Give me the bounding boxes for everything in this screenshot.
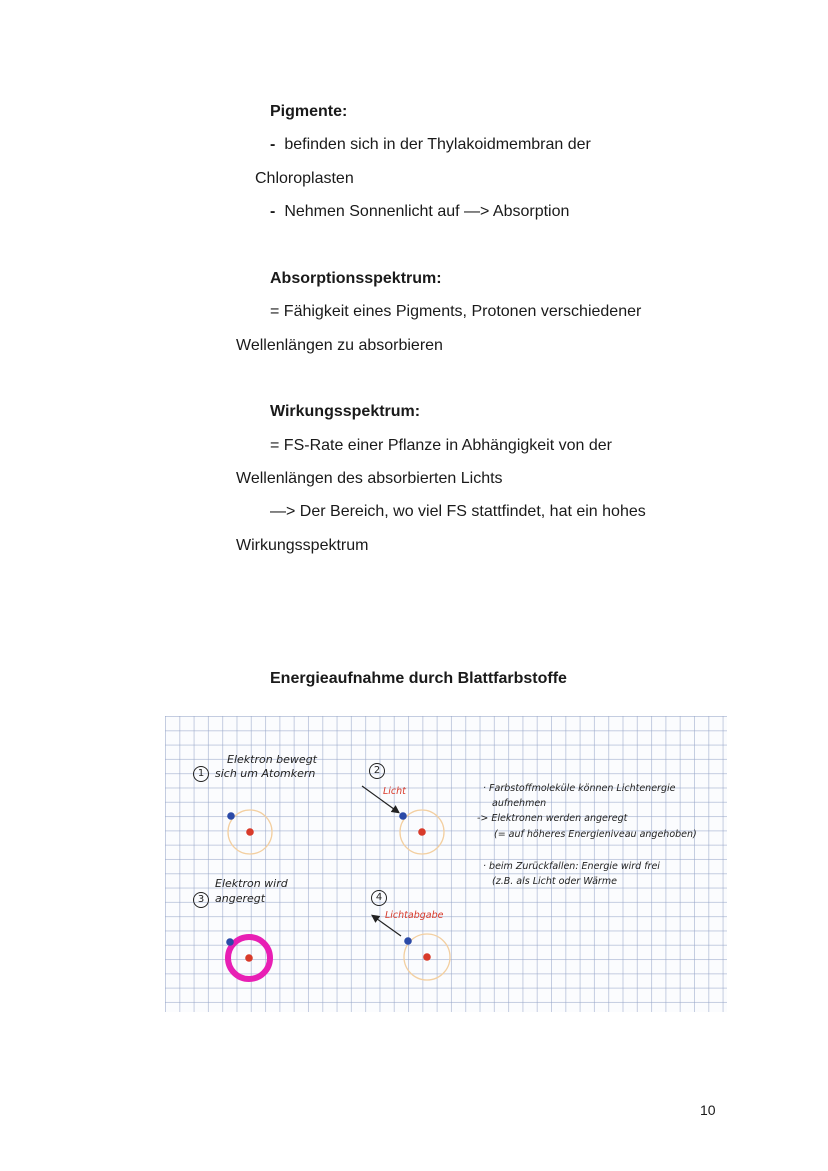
step-2-light-label: Licht [383,786,406,797]
incoming-light-arrow [362,786,398,812]
pigmente-line-2 [270,202,569,222]
heading-absorptionsspektrum: Absorptionsspektrum: [270,270,442,287]
note-line-6: (z.B. als Licht oder Wärme [492,876,617,887]
step-2-number: 2 [369,763,385,779]
nucleus-2 [418,828,426,836]
bullet-dash: - [270,203,276,220]
step-1-label-line2: sich um Atomkern [215,767,316,780]
page-number: 10 [700,1102,716,1118]
atom-2 [362,786,444,854]
atom-3 [226,937,270,979]
step-4-number: 4 [371,890,387,906]
pigmente-line-1-cont: Chloroplasten [255,170,354,187]
step-4-light-label: Lichtabgabe [385,910,444,921]
step-1-label-line1: Elektron bewegt [227,753,317,766]
wirkung-line-1-cont: Wellenlängen des absorbierten Lichts [236,470,503,487]
absorption-line-1: = Fähigkeit eines Pigments, Protonen verschiedener [270,303,642,320]
wirkung-line-2: —> Der Bereich, wo viel FS stattfindet, hat ein hohes [270,503,646,520]
electron-3 [226,938,234,946]
electron-1 [227,812,235,820]
note-line-3: -> Elektronen werden angeregt [477,813,628,824]
atom-1 [227,810,272,854]
wirkung-line-1: = FS-Rate einer Pflanze in Abhängigkeit von der [270,437,612,454]
heading-pigmente: Pigmente: [270,103,348,120]
wirkung-line-2-cont: Wirkungsspektrum [236,537,369,554]
atom-drawings [165,716,727,1012]
heading-wirkungsspektrum: Wirkungsspektrum: [270,403,421,420]
emitted-light-arrow [373,916,401,936]
pigmente-line-2-text: Nehmen Sonnenlicht auf —> Absorption [284,203,570,220]
note-line-1: · Farbstoffmoleküle können Lichtenergie [483,783,676,794]
step-3-label-line1: Elektron wird [215,877,288,890]
step-3-number: 3 [193,892,209,908]
nucleus-3 [245,954,253,962]
bullet-dash: - [270,136,276,153]
pigmente-line-1 [270,135,591,155]
electron-4 [404,937,412,945]
note-line-4: (= auf höheres Energieniveau angehoben) [494,829,697,840]
pigmente-line-1-text: befinden sich in der Thylakoidmembran der [284,136,591,153]
nucleus-4 [423,953,431,961]
atom-4 [373,916,450,980]
handwritten-diagram [165,716,727,1012]
heading-energieaufnahme: Energieaufnahme durch Blattfarbstoffe [270,670,567,687]
step-3-label-line2: angeregt [215,892,266,905]
electron-2 [399,812,407,820]
absorption-line-1-cont: Wellenlängen zu absorbieren [236,337,443,354]
nucleus-1 [246,828,254,836]
step-1-number: 1 [193,766,209,782]
note-line-2: aufnehmen [492,798,547,809]
note-line-5: · beim Zurückfallen: Energie wird frei [483,861,660,872]
